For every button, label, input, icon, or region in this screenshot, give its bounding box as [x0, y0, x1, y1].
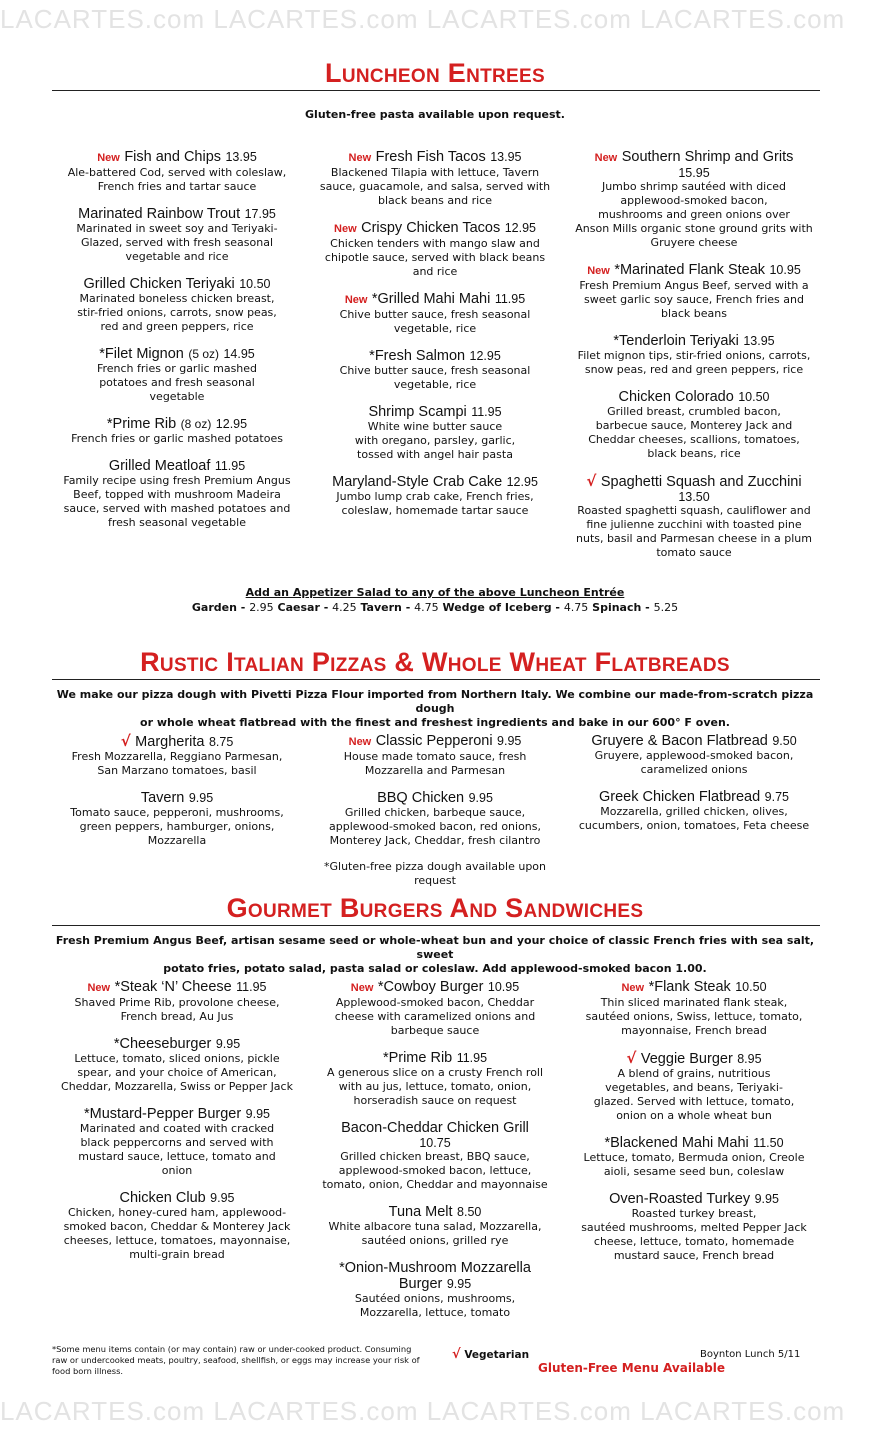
vegetarian-check-icon: √ [120, 732, 131, 750]
menu-item-title [565, 473, 823, 490]
menu-item-name: Shrimp Scampi [368, 404, 467, 420]
vegetarian-check-icon: √ [586, 472, 597, 490]
menu-item [310, 220, 560, 279]
menu-item-price: 11.95 [471, 405, 502, 419]
menu-item-description: Blackened Tilapia with lettuce, Tavern sauce, guacamole, and salsa, served with black beans and rice [319, 166, 551, 207]
menu-item-price: 8.75 [208, 735, 234, 749]
menu-item-title [310, 979, 560, 996]
menu-item-name: *Steak ‘N’ Cheese [114, 979, 232, 995]
salad-option: Spinach - 5.25 [592, 601, 679, 614]
menu-item-size: (5 oz) [188, 347, 220, 361]
menu-item-title [310, 220, 560, 237]
new-badge: New [348, 152, 372, 164]
menu-item [52, 1190, 302, 1262]
menu-item-description: Sautéed onions, mushrooms, Mozzarella, lettuce, tomato [354, 1292, 516, 1319]
burgers-column-1 [52, 979, 302, 1274]
menu-item-price: 12.95 [215, 417, 248, 431]
menu-item-description: A generous slice on a crusty French roll with au jus, lettuce, tomato, onion, horseradish sauce on request [326, 1066, 544, 1107]
menu-item [310, 291, 560, 336]
pizzas-column-1 [52, 733, 302, 860]
salad-name: Tavern [360, 601, 402, 614]
menu-item-description: Chicken, honey-cured ham, applewood- smoked bacon, Cheddar & Monterey Jack cheeses, lettuce, tomatoes, mayonnaise, multi-grain bread [63, 1206, 291, 1261]
menu-item-name: Grilled Meatloaf [108, 458, 211, 474]
menu-item-price: 13.95 [225, 150, 257, 164]
pizzas-column-3 [565, 733, 823, 845]
luncheon-rule [52, 90, 820, 91]
footer-disclaimer: *Some menu items contain (or may contain) raw or under-cooked product. Consuming raw or undercooked meats, poultry, seafood, shellfish, or eggs may increase your risk of food born illness. [52, 1344, 420, 1376]
new-badge: New [594, 152, 618, 164]
burgers-column-3 [565, 979, 823, 1275]
menu-item-title [565, 149, 823, 166]
menu-item-title [52, 1106, 302, 1122]
menu-item-price: 11.95 [456, 1051, 488, 1065]
menu-item-name: *Cowboy Burger [377, 979, 484, 995]
menu-item-description: Roasted turkey breast, sautéed mushrooms, melted Pepper Jack cheese, lettuce, tomato, homemade mustard sauce, French bread [581, 1207, 807, 1262]
salad-name: Wedge of Iceberg [442, 601, 552, 614]
salad-list [0, 601, 870, 614]
menu-item-price: 10.75 [419, 1136, 451, 1150]
watermark-top: LACARTES.com LACARTES.com LACARTES.com LACARTES.com [0, 4, 846, 34]
menu-item-title [52, 206, 302, 222]
menu-item-title [565, 262, 823, 279]
menu-item [52, 149, 302, 194]
menu-item [565, 473, 823, 560]
menu-item [310, 404, 560, 462]
salad-option: Wedge of Iceberg - 4.75 [442, 601, 589, 614]
menu-item [52, 346, 302, 404]
menu-item [310, 1260, 560, 1320]
menu-item-description: Mozzarella, grilled chicken, olives, cucumbers, onion, tomatoes, Feta cheese [578, 805, 810, 832]
burgers-column-2 [310, 979, 560, 1332]
menu-item [310, 1120, 560, 1192]
menu-item-title [52, 733, 302, 750]
menu-item-title [52, 416, 302, 432]
menu-item-name: Classic Pepperoni [375, 733, 493, 749]
menu-item-description: French fries or garlic mashed potatoes and fresh seasonal vegetable [96, 362, 258, 403]
vegetarian-check-icon: √ [626, 1049, 637, 1067]
menu-item-name: Tuna Melt [388, 1204, 453, 1220]
menu-item [565, 733, 823, 777]
menu-item-price: 9.95 [497, 734, 522, 748]
menu-item-title [310, 474, 560, 490]
menu-item-name: *Onion-Mushroom Mozzarella [339, 1260, 531, 1276]
menu-item-name: *Fresh Salmon [369, 348, 466, 364]
menu-item-title [52, 149, 302, 166]
menu-item-name: Crispy Chicken Tacos [361, 220, 501, 236]
menu-item [565, 1135, 823, 1179]
footer-gluten-free: Gluten-Free Menu Available [538, 1361, 725, 1375]
menu-item-description: House made tomato sauce, fresh Mozzarella and Parmesan [343, 750, 527, 777]
menu-item-description: Filet mignon tips, stir-fried onions, carrots, snow peas, red and green peppers, rice [577, 349, 811, 376]
menu-item-size: (8 oz) [180, 417, 212, 431]
footer-vegetarian-legend [452, 1347, 529, 1362]
menu-item-price: 9.95 [468, 791, 493, 805]
new-badge: New [87, 982, 111, 994]
menu-item-title [52, 790, 302, 806]
menu-item-title [565, 979, 823, 996]
menu-item-title [310, 291, 560, 308]
salad-price: 4.75 [563, 601, 589, 614]
menu-item-title [565, 789, 823, 805]
menu-item-name: Tavern [140, 790, 185, 806]
salad-option: Tavern - 4.75 [360, 601, 439, 614]
menu-item-title [310, 733, 560, 750]
menu-item-name: *Mustard-Pepper Burger [84, 1106, 242, 1122]
menu-item-price: 9.75 [764, 790, 789, 804]
menu-item-description: Grilled breast, crumbled bacon, barbecue sauce, Monterey Jack and Cheddar cheeses, scallions, tomatoes, black beans, rice [588, 405, 800, 460]
burgers-rule [52, 925, 820, 926]
menu-item-price: 9.95 [188, 791, 214, 805]
luncheon-note: Gluten-free pasta available upon request. [305, 108, 565, 121]
menu-item-price: 9.95 [215, 1037, 241, 1051]
menu-item [52, 1106, 302, 1178]
new-badge: New [344, 294, 368, 306]
menu-item [52, 1036, 302, 1094]
menu-item-price: 15.95 [678, 166, 710, 180]
menu-item-price: 11.95 [214, 459, 246, 473]
menu-item-description: Tomato sauce, pepperoni, mushrooms, green peppers, hamburger, onions, Mozzarella [70, 806, 284, 847]
menu-item [52, 458, 302, 530]
menu-item-price: 11.50 [753, 1136, 784, 1150]
menu-item-description: Ale-battered Cod, served with coleslaw, French fries and tartar sauce [67, 166, 287, 193]
menu-item-name: *Filet Mignon [99, 346, 184, 362]
menu-item-title [310, 404, 560, 420]
menu-item-price: 11.95 [494, 292, 526, 306]
menu-item-name: BBQ Chicken [377, 790, 465, 806]
menu-item-description: White albacore tuna salad, Mozzarella, sautéed onions, grilled rye [328, 1220, 542, 1247]
menu-item-description: Grilled chicken breast, BBQ sauce, applewood-smoked bacon, lettuce, tomato, onion, Cheddar and mayonnaise [322, 1150, 548, 1191]
new-badge: New [348, 736, 372, 748]
salad-option: Garden - 2.95 [191, 601, 274, 614]
menu-item-description: Applewood-smoked bacon, Cheddar cheese with caramelized onions and barbeque sauce [334, 996, 536, 1037]
salad-price: 4.25 [332, 601, 357, 614]
menu-item-title [565, 1135, 823, 1151]
menu-item-title [52, 1036, 302, 1052]
menu-item-description: Shaved Prime Rib, provolone cheese, French bread, Au Jus [74, 996, 280, 1023]
menu-item-description: Gruyere, applewood-smoked bacon, caramelized onions [594, 749, 794, 776]
salad-name: Caesar [277, 601, 320, 614]
menu-item [310, 979, 560, 1038]
menu-item-title [310, 1260, 560, 1292]
menu-item-title [565, 733, 823, 749]
menu-item-title [310, 1120, 560, 1136]
menu-item-name: *Blackened Mahi Mahi [604, 1135, 749, 1151]
menu-item-price: 10.50 [239, 277, 271, 291]
menu-item [310, 149, 560, 208]
menu-item-name: *Prime Rib [106, 416, 177, 432]
menu-item-name: Spaghetti Squash and Zucchini [600, 474, 802, 490]
menu-item-description: Chive butter sauce, fresh seasonal vegetable, rice [339, 308, 531, 335]
menu-item-name: Bacon-Cheddar Chicken Grill [341, 1120, 529, 1136]
menu-item-description: Marinated in sweet soy and Teriyaki- Glazed, served with fresh seasonal vegetable and rice [76, 222, 278, 263]
menu-item-name: Chicken Colorado [618, 389, 734, 405]
menu-item-title [310, 348, 560, 364]
menu-item-description: French fries or garlic mashed potatoes [71, 432, 283, 445]
luncheon-column-1 [52, 149, 302, 542]
menu-item-name: Greek Chicken Flatbread [599, 789, 761, 805]
menu-item-price: 14.95 [223, 347, 255, 361]
menu-item-name: Chicken Club [119, 1190, 206, 1206]
menu-item [565, 979, 823, 1038]
menu-item-price: 10.50 [738, 390, 770, 404]
menu-item-name-continued: Burger [398, 1276, 443, 1292]
menu-item-description: Lettuce, tomato, Bermuda onion, Creole aioli, sesame seed bun, coleslaw [583, 1151, 805, 1178]
menu-item [52, 276, 302, 334]
menu-item-name: Margherita [135, 734, 205, 750]
menu-item [310, 474, 560, 518]
menu-item [310, 733, 560, 778]
menu-item [310, 790, 560, 848]
pizzas-title: Rustic Italian Pizzas & Whole Wheat Flatbreads [140, 647, 730, 677]
menu-item-name: *Tenderloin Teriyaki [613, 333, 739, 349]
salad-heading: Add an Appetizer Salad to any of the above Luncheon Entrée [245, 586, 625, 599]
menu-item-name: *Flank Steak [648, 979, 731, 995]
menu-item-description: Family recipe using fresh Premium Angus Beef, topped with mushroom Madeira sauce, served with mashed potatoes and fresh seasonal vegetable [63, 474, 291, 529]
menu-item-price: 10.95 [487, 980, 520, 994]
menu-item-price: 12.95 [506, 475, 538, 489]
menu-item [310, 1204, 560, 1248]
pizzas-rule [52, 679, 820, 680]
menu-item-title [310, 149, 560, 166]
menu-item [565, 333, 823, 377]
menu-item-title [310, 790, 560, 806]
salad-price: 4.75 [414, 601, 439, 614]
menu-item-price: 10.95 [769, 263, 801, 277]
salad-price: 2.95 [249, 601, 274, 614]
menu-item [52, 979, 302, 1024]
menu-item-description: Thin sliced marinated flank steak, sautéed onions, Swiss, lettuce, tomato, mayonnaise, French bread [585, 996, 803, 1037]
menu-item-name: Gruyere & Bacon Flatbread [591, 733, 768, 749]
new-badge: New [350, 982, 374, 994]
menu-item [52, 416, 302, 446]
menu-item [565, 1050, 823, 1123]
menu-item-description: A blend of grains, nutritious vegetables, and beans, Teriyaki- glazed. Served with lettuce, tomato, onion on a whole wheat bun [593, 1067, 795, 1122]
menu-item-description: Jumbo lump crab cake, French fries, coleslaw, homemade tartar sauce [336, 490, 534, 517]
menu-item-price: 11.95 [236, 980, 267, 994]
menu-item-title [52, 458, 302, 474]
vegetarian-label: Vegetarian [464, 1349, 530, 1361]
menu-item-description: Chicken tenders with mango slaw and chipotle sauce, served with black beans and rice [324, 237, 546, 278]
menu-item [52, 206, 302, 264]
menu-item-price: 12.95 [469, 349, 501, 363]
menu-item [310, 1050, 560, 1108]
menu-item-price: 12.95 [504, 221, 536, 235]
menu-item-name: Grilled Chicken Teriyaki [83, 276, 235, 292]
menu-item-description: Fresh Mozzarella, Reggiano Parmesan, San Marzano tomatoes, basil [71, 750, 283, 777]
menu-item-price: 9.95 [245, 1107, 270, 1121]
menu-item-title [52, 979, 302, 996]
menu-item-name: Marinated Rainbow Trout [78, 206, 241, 222]
menu-item-description: Chive butter sauce, fresh seasonal vegetable, rice [339, 364, 531, 391]
menu-item-description: Roasted spaghetti squash, cauliflower and fine julienne zucchini with toasted pine nuts, basil and Parmesan cheese in a plum tomato sauce [576, 504, 812, 559]
new-badge: New [334, 223, 357, 235]
menu-item-price: 9.95 [210, 1191, 235, 1205]
burgers-note: Fresh Premium Angus Beef, artisan sesame seed or whole-wheat bun and your choice of classic French fries with sea salt, sweet potato fries, potato salad, pasta salad or coleslaw. Add applewood-smoked bacon 1.00. [55, 934, 815, 975]
menu-item [52, 790, 302, 848]
menu-item-price: 13.50 [678, 490, 710, 504]
menu-item-name: Veggie Burger [640, 1051, 733, 1067]
menu-item-price: 8.50 [457, 1205, 482, 1219]
footer-menu-code: Boynton Lunch 5/11 [700, 1349, 801, 1360]
new-badge: New [587, 265, 610, 277]
menu-item [565, 789, 823, 833]
menu-item-name: Fish and Chips [124, 149, 222, 165]
new-badge: New [97, 152, 120, 164]
menu-item-title [310, 1050, 560, 1066]
luncheon-title: Luncheon Entrees [325, 58, 545, 88]
menu-item-title [52, 1190, 302, 1206]
menu-item-name: *Marinated Flank Steak [614, 262, 766, 278]
watermark-bottom: LACARTES.com LACARTES.com LACARTES.com LACARTES.com [0, 1396, 846, 1426]
menu-item-price: 8.95 [737, 1052, 762, 1066]
luncheon-column-2 [310, 149, 560, 530]
vegetarian-check-icon: √ [452, 1347, 461, 1362]
menu-item-title [565, 333, 823, 349]
burgers-title: Gourmet Burgers And Sandwiches [226, 893, 644, 923]
new-badge: New [621, 982, 645, 994]
menu-item-description: White wine butter sauce with oregano, parsley, garlic, tossed with angel hair pasta [354, 420, 516, 461]
menu-item-title [565, 389, 823, 405]
menu-item [310, 860, 560, 888]
menu-item-description: Grilled chicken, barbeque sauce, applewood-smoked bacon, red onions, Monterey Jack, Cheddar, fresh cilantro [328, 806, 542, 847]
salad-price: 5.25 [653, 601, 679, 614]
menu-item-price: 9.50 [772, 734, 797, 748]
menu-item-description: Marinated boneless chicken breast, stir-fried onions, carrots, snow peas, red and green peppers, rice [77, 292, 277, 333]
pizzas-column-2 [310, 733, 560, 900]
menu-item [565, 149, 823, 250]
menu-item-description: Jumbo shrimp sautéed with diced applewood-smoked bacon, mushrooms and green onions over Anson Mills organic stone ground grits with Gruyere cheese [575, 180, 813, 249]
salad-name: Spinach [592, 601, 642, 614]
menu-item-description: Lettuce, tomato, sliced onions, pickle spear, and your choice of American, Cheddar, Mozzarella, Swiss or Pepper Jack [61, 1052, 293, 1093]
salad-name: Garden [191, 601, 237, 614]
luncheon-column-3 [565, 149, 823, 572]
menu-item-description: Marinated and coated with cracked black peppercorns and served with mustard sauce, lettuce, tomato and onion [78, 1122, 276, 1177]
menu-item-price: 10.50 [735, 980, 767, 994]
menu-item-price: 9.95 [446, 1277, 472, 1291]
pizzas-note: We make our pizza dough with Pivetti Pizza Flour imported from Northern Italy. We combine our made-from-scratch pizza dough or whole wheat flatbread with the finest and freshest ingredients and bake in our 600° F oven. [56, 688, 814, 729]
menu-item [310, 348, 560, 392]
menu-item-title [565, 1050, 823, 1067]
menu-item-price: 13.95 [743, 334, 775, 348]
menu-item-title [52, 276, 302, 292]
menu-item-name: Southern Shrimp and Grits [621, 149, 794, 165]
menu-item-title [52, 346, 302, 362]
menu-item-name: Oven-Roasted Turkey [609, 1191, 751, 1207]
menu-item-price: 9.95 [754, 1192, 779, 1206]
menu-item [565, 389, 823, 461]
menu-item-name: Maryland-Style Crab Cake [332, 474, 503, 490]
menu-item-name: Fresh Fish Tacos [375, 149, 486, 165]
menu-item [565, 262, 823, 321]
menu-item-title [310, 1204, 560, 1220]
menu-item-title [565, 1191, 823, 1207]
menu-item-name: *Grilled Mahi Mahi [371, 291, 491, 307]
menu-item [52, 733, 302, 778]
menu-item-price: 13.95 [490, 150, 522, 164]
salad-option: Caesar - 4.25 [277, 601, 357, 614]
menu-item-description: *Gluten-free pizza dough available upon request [323, 860, 547, 887]
menu-item-name: *Prime Rib [382, 1050, 453, 1066]
menu-item-price: 17.95 [244, 207, 276, 221]
menu-item-description: Fresh Premium Angus Beef, served with a sweet garlic soy sauce, French fries and black beans [579, 279, 809, 320]
menu-item [565, 1191, 823, 1263]
menu-item-name: *Cheeseburger [113, 1036, 212, 1052]
